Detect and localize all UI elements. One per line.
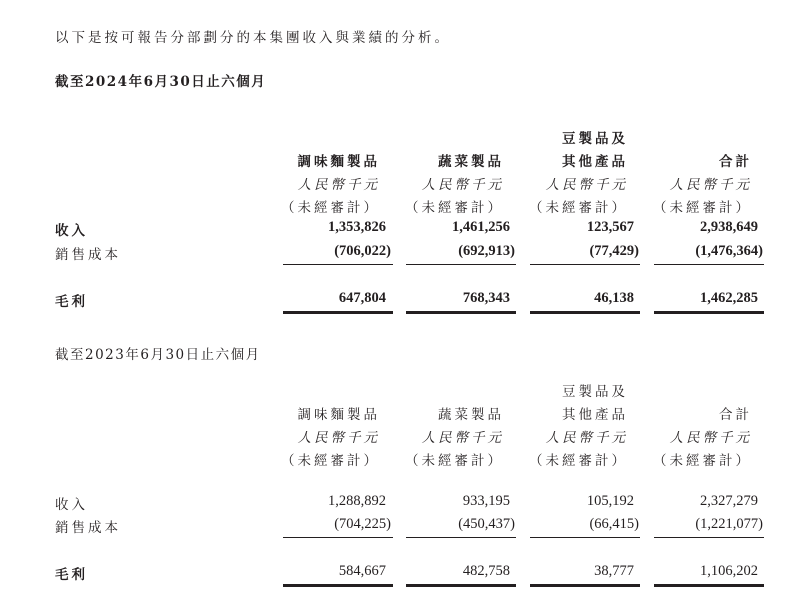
- column-note: （未經審計）: [281, 453, 380, 469]
- column-name: 蔬菜製品: [438, 154, 504, 170]
- cell-gross-seasoned: 584,667: [338, 563, 386, 579]
- cell-revenue-seasoned: 1,353,826: [328, 219, 386, 235]
- row-label-revenue: 收入: [55, 497, 88, 513]
- total-rule: [283, 584, 393, 587]
- cell-cost-seasoned: (706,022): [334, 243, 391, 259]
- subtotal-rule: [530, 264, 640, 265]
- column-note: （未經審計）: [653, 453, 752, 469]
- column-note: （未經審計）: [405, 453, 504, 469]
- subtotal-rule: [283, 264, 393, 265]
- column-name: 蔬菜製品: [438, 407, 504, 423]
- column-name: 合計: [719, 407, 752, 423]
- cell-revenue-bean: 123,567: [586, 219, 634, 235]
- column-name-line1: 豆製品及: [562, 131, 628, 147]
- column-header-seasoned-noodles: [281, 128, 380, 220]
- cell-cost-bean: (77,429): [589, 243, 639, 259]
- column-unit: 人民幣千元: [545, 430, 628, 446]
- total-rule: [406, 311, 516, 314]
- column-unit: 人民幣千元: [669, 430, 752, 446]
- subtotal-rule: [406, 264, 516, 265]
- column-header-total: [653, 128, 752, 220]
- cell-gross-total: 1,462,285: [700, 290, 758, 306]
- column-name: 其他產品: [562, 154, 628, 170]
- column-note: （未經審計）: [405, 200, 504, 216]
- column-name: 合計: [719, 154, 752, 170]
- cell-cost-seasoned: (704,225): [334, 516, 391, 532]
- subtotal-rule: [283, 537, 393, 538]
- total-rule: [654, 311, 764, 314]
- row-label-cost: 銷售成本: [55, 520, 121, 536]
- cell-revenue-vegetable: 933,195: [462, 493, 510, 509]
- cell-cost-vegetable: (450,437): [458, 516, 515, 532]
- cell-gross-seasoned: 647,804: [338, 290, 386, 306]
- intro-text: 以下是按可報告分部劃分的本集團收入與業績的分析。: [55, 30, 451, 46]
- row-label-cost: 銷售成本: [55, 247, 121, 263]
- column-unit: 人民幣千元: [297, 177, 380, 193]
- column-note: （未經審計）: [653, 200, 752, 216]
- column-unit: 人民幣千元: [421, 177, 504, 193]
- column-header-seasoned-noodles: [281, 381, 380, 473]
- cell-revenue-bean: 105,192: [586, 493, 634, 509]
- column-unit: 人民幣千元: [545, 177, 628, 193]
- cell-cost-vegetable: (692,913): [458, 243, 515, 259]
- column-name: 調味麵製品: [297, 407, 380, 423]
- row-label-gross-profit: 毛利: [55, 567, 88, 583]
- subtotal-rule: [406, 537, 516, 538]
- column-note: （未經審計）: [529, 453, 628, 469]
- row-label-gross-profit: 毛利: [55, 294, 88, 310]
- column-header-total: [653, 381, 752, 473]
- subtotal-rule: [530, 537, 640, 538]
- cell-cost-total: (1,221,077): [695, 516, 763, 532]
- cell-cost-total: (1,476,364): [695, 243, 763, 259]
- column-note: （未經審計）: [281, 200, 380, 216]
- row-label-revenue: 收入: [55, 223, 88, 239]
- total-rule: [283, 311, 393, 314]
- column-unit: 人民幣千元: [669, 177, 752, 193]
- cell-gross-bean: 38,777: [594, 563, 634, 579]
- column-unit: 人民幣千元: [297, 430, 380, 446]
- cell-revenue-total: 2,327,279: [700, 493, 758, 509]
- column-unit: 人民幣千元: [421, 430, 504, 446]
- column-name: 調味麵製品: [297, 154, 380, 170]
- subtotal-rule: [654, 264, 764, 265]
- cell-revenue-seasoned: 1,288,892: [328, 493, 386, 509]
- cell-revenue-vegetable: 1,461,256: [452, 219, 510, 235]
- cell-gross-bean: 46,138: [594, 290, 634, 306]
- total-rule: [530, 311, 640, 314]
- cell-gross-vegetable: 768,343: [462, 290, 510, 306]
- subtotal-rule: [654, 537, 764, 538]
- column-name: 其他產品: [562, 407, 628, 423]
- cell-gross-total: 1,106,202: [700, 563, 758, 579]
- cell-revenue-total: 2,938,649: [700, 219, 758, 235]
- total-rule: [406, 584, 516, 587]
- total-rule: [530, 584, 640, 587]
- column-note: （未經審計）: [529, 200, 628, 216]
- total-rule: [654, 584, 764, 587]
- section-title-2023: 截至2023年6月30日止六個月: [55, 347, 261, 363]
- cell-cost-bean: (66,415): [589, 516, 639, 532]
- column-header-vegetable: [405, 128, 504, 220]
- column-header-bean-other: [529, 381, 628, 473]
- cell-gross-vegetable: 482,758: [462, 563, 510, 579]
- section-title-2024: 截至2024年6月30日止六個月: [55, 74, 267, 90]
- column-name-line1: 豆製品及: [562, 384, 628, 400]
- column-header-bean-other: [529, 128, 628, 220]
- column-header-vegetable: [405, 381, 504, 473]
